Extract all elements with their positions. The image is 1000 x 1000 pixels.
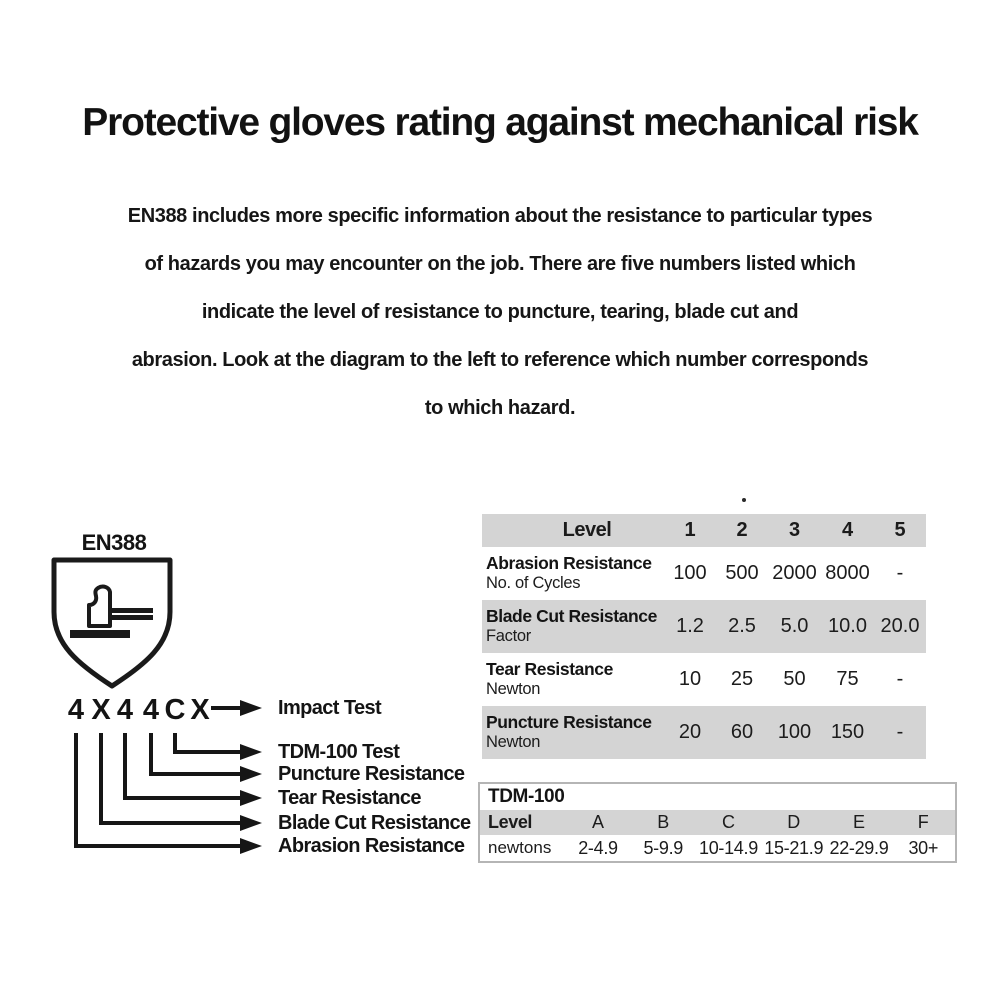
row-label [482,600,664,653]
connector-line [101,733,240,823]
code-char: X [190,694,210,726]
table-cell: 2.5 [728,615,756,637]
code-char: C [164,694,186,726]
tdm-level: F [917,812,929,832]
table-cell: 8000 [825,562,870,584]
code-char: 4 [67,694,85,726]
row-subtitle: Newton [486,680,541,699]
level-header: Level [562,519,612,541]
arrowhead-icon [240,766,262,782]
tdm-table-title: TDM-100 [488,786,565,807]
code-char: 4 [116,694,134,726]
table-cell: 150 [830,721,865,743]
level-3-header: 3 [788,519,801,541]
row-label [482,706,664,759]
table-cell: 25 [730,668,754,690]
row-subtitle: Factor [486,627,531,646]
table-cell: - [896,721,904,743]
en388-standard-label: EN388 [81,530,147,555]
row-title: Tear Resistance [486,659,613,680]
tdm-100-table [478,782,957,863]
connector-line [175,733,240,752]
table-row-tear [482,653,926,706]
abrasion-line-icon [110,615,153,620]
tdm-value: 10-14.9 [698,837,758,858]
arrowhead-icon [240,744,262,760]
table-cell: - [896,668,904,690]
tdm-level: B [657,812,670,832]
table-row-abrasion [482,547,926,600]
table-cell: 50 [783,668,806,690]
tdm-level: D [787,812,801,832]
abrasion-pictogram-icon [70,587,153,638]
tdm-value: 30+ [908,837,939,858]
intro-paragraph [38,192,962,432]
surface-bar-icon [70,630,130,638]
tdm-unit-label: newtons [488,838,552,857]
glove-icon [89,587,110,626]
table-cell: 1.2 [676,615,704,637]
table-header-row [482,514,926,547]
tdm-title-row [479,783,956,810]
code-char: X [91,694,111,726]
table-cell: 500 [725,562,759,584]
row-title: Abrasion Resistance [486,553,652,574]
label-blade-cut-resistance: Blade Cut Resistance [278,812,471,834]
row-title: Blade Cut Resistance [486,606,657,627]
rating-code [68,694,210,726]
level-5-header: 5 [894,519,906,541]
label-tdm-100-test: TDM-100 Test [278,741,400,763]
tdm-level: A [591,812,604,832]
row-subtitle: No. of Cycles [486,574,581,593]
arrowhead-icon [240,815,262,831]
label-impact-test: Impact Test [278,697,382,719]
label-abrasion-resistance: Abrasion Resistance [278,835,465,857]
stray-dot [742,498,746,502]
tdm-level-row [479,810,956,835]
arrowhead-icon [240,838,262,854]
tdm-value: 22-29.9 [829,837,889,858]
tdm-value: 5-9.9 [643,837,683,858]
table-cell: 10.0 [828,615,867,637]
table-cell: 100 [777,721,812,743]
tdm-level-label: Level [488,812,533,832]
table-cell: 2000 [772,562,817,584]
intro-line: EN388 includes more specific information about the resistance to particular types [127,205,873,227]
row-title: Puncture Resistance [486,712,652,733]
connector-line [125,733,240,798]
intro-line: to which hazard. [424,397,576,419]
table-cell: 75 [836,668,859,690]
row-subtitle: Newton [486,733,541,752]
table-cell: 20.0 [880,615,920,637]
level-2-header: 2 [736,519,748,541]
table-cell: - [896,562,904,584]
table-cell: 100 [673,562,707,584]
abrasion-line-icon [110,608,153,613]
level-4-header: 4 [841,519,854,541]
label-puncture-resistance: Puncture Resistance [278,763,465,785]
table-cell: 5.0 [780,615,809,637]
table-cell: 20 [678,721,702,743]
en388-code-diagram [40,520,480,880]
page-title: Protective gloves rating against mechanical risk [82,101,918,144]
intro-line: indicate the level of resistance to puncture, tearing, blade cut and [201,301,799,323]
arrowhead-icon [240,700,262,716]
tdm-value: 15-21.9 [764,837,824,858]
tdm-level: C [721,812,735,832]
label-tear-resistance: Tear Resistance [278,787,421,809]
code-labels [278,697,471,857]
tdm-data-row [479,835,956,862]
row-label [482,653,664,706]
table-cell: 60 [730,721,754,743]
row-label [482,547,664,600]
table-row-puncture [482,706,926,759]
tdm-level: E [852,812,865,832]
level-1-header: 1 [684,519,696,541]
tdm-value: 2-4.9 [578,837,618,858]
intro-line: abrasion. Look at the diagram to the left to reference which number corresponds [131,349,869,371]
table-cell: 10 [678,668,702,690]
code-char: 4 [142,694,160,726]
arrowhead-icon [240,790,262,806]
table-row-blade-cut [482,600,926,653]
intro-line: of hazards you may encounter on the job. There are five numbers listed which [144,253,856,275]
resistance-levels-table [482,514,926,759]
